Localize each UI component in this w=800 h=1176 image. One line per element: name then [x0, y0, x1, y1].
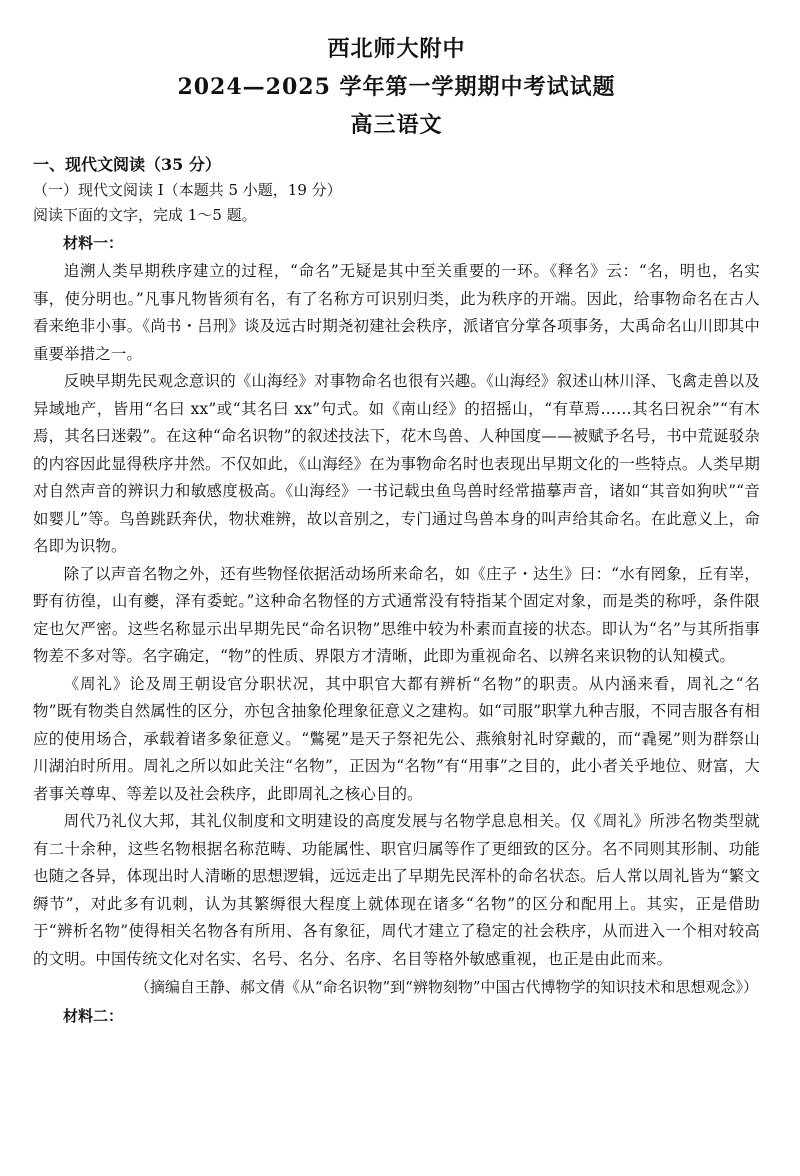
paragraph: 反映早期先民观念意识的《山海经》对事物命名也很有兴趣。《山海经》叙述山林川泽、飞禽走兽以及异域地产，皆用“名曰 xx”或“其名曰 xx”句式。如《南山经》的招摇山，“有草焉……其名曰祝余”“有木焉，其名曰迷榖”。在这种“命名识物”的叙述技法下，花木鸟兽、人种国度——被赋予名号，书中荒诞驳杂的内容因此显得秩序井然。不仅如此，《山海经》在为事物命名时也表现出早期文化的一些特点。人类早期对自然声音的辨识力和敏感度极高。《山海经》一书记载虫鱼鸟兽时经常描摹声音，诸如“其音如狗吠”“音如婴儿”等。鸟兽跳跃奔伏，物状难辨，故以音别之，专门通过鸟兽本身的叫声给其命名。在此意义上，命名即为识物。	[33, 372, 760, 555]
paragraph: 周代乃礼仪大邦，其礼仪制度和文明建设的高度发展与名物学息息相关。仅《周礼》所涉名物类型就有二十余种，这些名物根据名称范畴、功能属性、职官归属等作了更细致的区分。名不同则其形制、功能也随之各异，体现出时人清晰的思想逻辑，远远走出了早期先民浑朴的命名状态。后人常以周礼皆为“繁文缛节”，对此多有讥刺，认为其繁缛很大程度上就体现在诸多“名物”的区分和配用上。其实，正是借助于“辨析名物”使得相关名物各有所用、各有象征，周代才建立了稳定的社会秩序，从而进入一个相对较高的文明。中国传统文化对名实、名号、名分、名序、名目等格外敏感重视，也正是由此而来。	[33, 812, 760, 968]
material-one-label: 材料一：	[63, 234, 124, 252]
material-two-label: 材料二：	[63, 1007, 124, 1025]
source-citation: （摘编自王静、郝文倩《从“命名识物”到“辨物刻物”中国古代博物学的知识技术和思想观念》）	[134, 978, 758, 996]
school-name: 西北师大附中	[327, 36, 466, 62]
paragraph: 《周礼》论及周王朝设官分职状况，其中职官大都有辨析“名物”的职责。从内涵来看，周礼之“名物”既有物类自然属性的区分，亦包含抽象伦理象征意义之建构。如“司服”职掌九种吉服，不同吉服各有相应的使用场合，承载着诸多象征意义。“鷩冕”是天子祭祀先公、燕飨射礼时穿戴的，而“毳冕”则为群祭山川湖泊时所用。周礼之所以如此关注“名物”，正因为“名物”有“用事”之目的，此小者关乎地位、财富，大者事关尊卑、等差以及社会秩序，此即周礼之核心目的。	[33, 674, 760, 803]
exam-title: 2024—2025 学年第一学期期中考试试题	[177, 74, 616, 100]
sub-heading: （一）现代文阅读 I（本题共 5 小题，19 分）	[33, 181, 342, 199]
subject-title: 高三语文	[350, 112, 443, 138]
section-heading: 一、现代文阅读（35 分）	[33, 155, 221, 174]
paragraph: 除了以声音名物之外，还有些物怪依据活动场所来命名，如《庄子・达生》曰：“水有罔象，丘有峷，野有彷徨，山有夔，泽有委蛇。”这种命名物怪的方式通常没有特指某个固定对象，而是类的称呼，条件限定也欠严密。这些名称显示出早期先民“命名识物”思维中较为朴素而直接的状态。即认为“名”与其所指事物差不多对等。名字确定，“物”的性质、界限方才清晰，此即为重视命名、以辨名来识物的认知模式。	[33, 564, 760, 665]
paragraph: 追溯人类早期秩序建立的过程，“命名”无疑是其中至关重要的一环。《释名》云：“名，明也，名实事，使分明也。”凡事凡物皆须有名，有了名称方可识别归类，此为秩序的开端。因此，给事物命名在古人看来绝非小事。《尚书・吕刑》谈及远古时期尧初建社会秩序，派诸官分掌各项事务，大禹命名山川即其中重要举措之一。	[33, 262, 760, 363]
reading-instruction: 阅读下面的文字，完成 1～5 题。	[33, 206, 257, 224]
